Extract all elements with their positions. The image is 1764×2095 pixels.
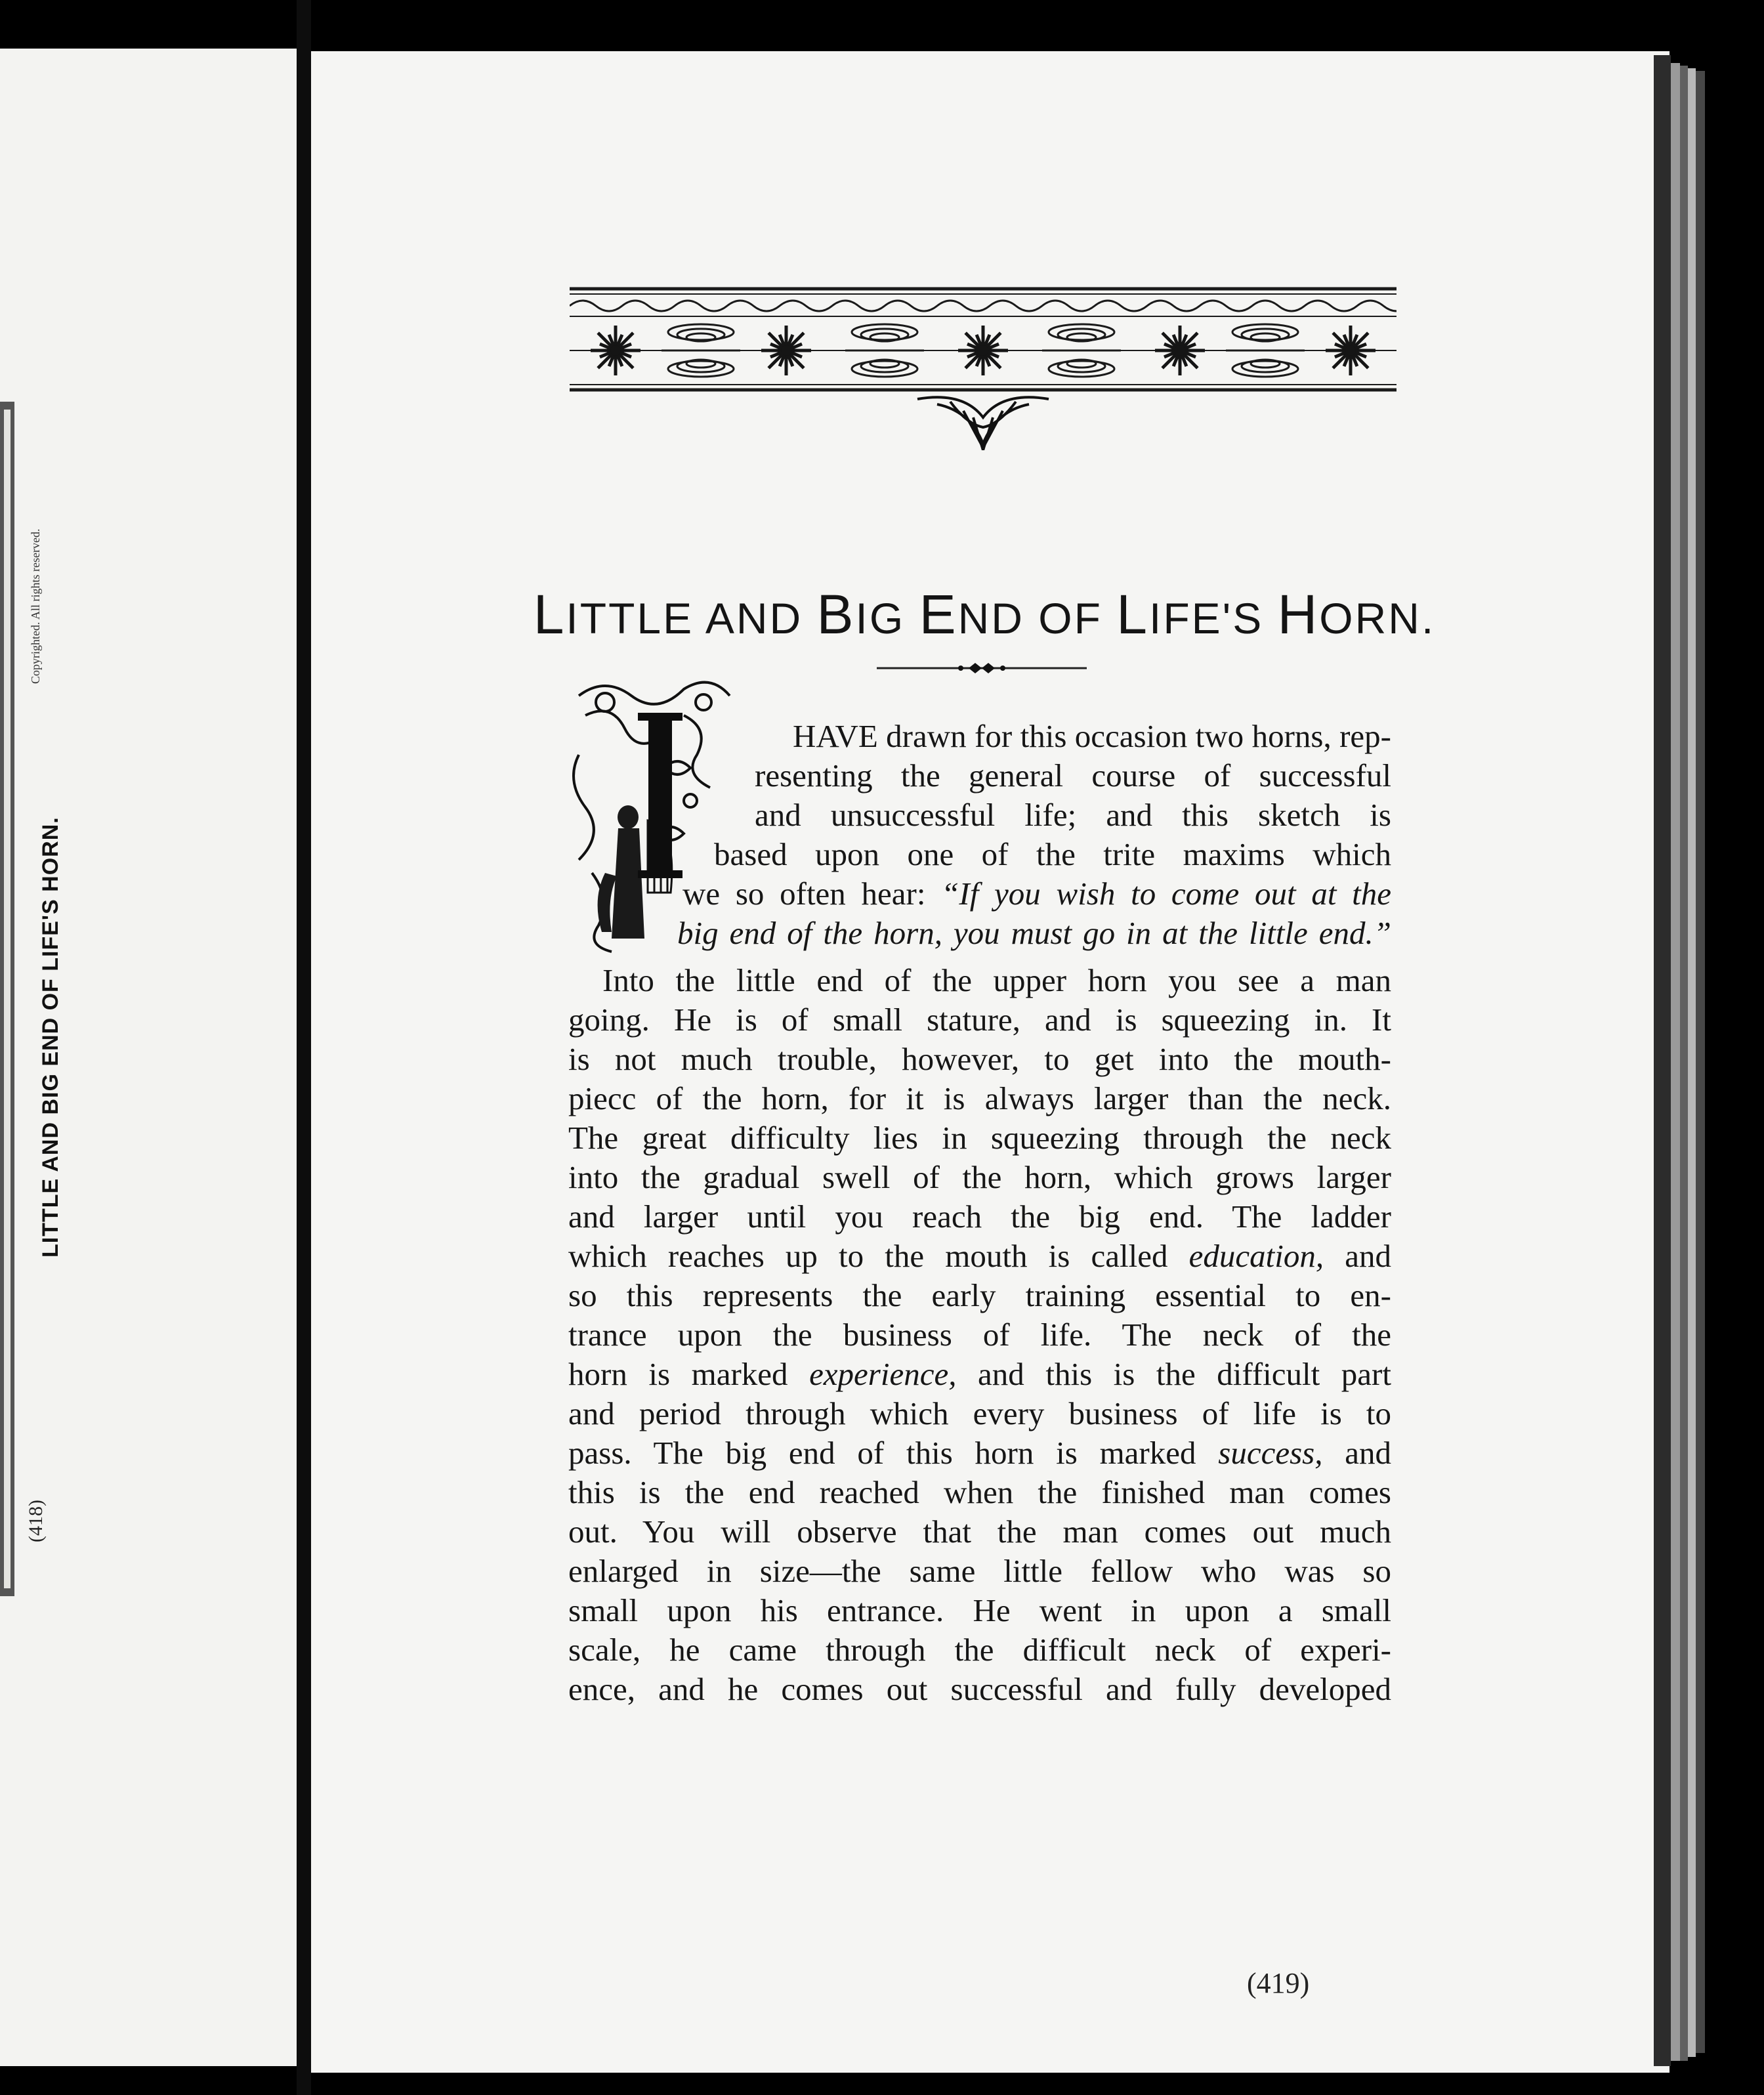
title-initial-letter: E bbox=[919, 583, 958, 645]
text-line bbox=[677, 914, 1391, 953]
text-line: piecc of the horn, for it is always larger than the neck. bbox=[568, 1080, 1391, 1116]
title-word: OF bbox=[1024, 594, 1117, 643]
text-line: out. You will observe that the man comes out much bbox=[568, 1513, 1391, 1550]
title-word: AND bbox=[694, 594, 817, 643]
text-line: this is the end reached when the finished man comes bbox=[568, 1474, 1391, 1510]
page-number: (419) bbox=[1247, 1967, 1310, 1999]
text-line: going. He is of small stature, and is squeezing in. It bbox=[568, 1002, 1391, 1038]
italic-phrase: “If you wish to come out at the bbox=[941, 876, 1392, 912]
italic-phrase: big end of the horn, you must go in at the little end.” bbox=[677, 915, 1391, 951]
text-line: resenting the general course of successful bbox=[755, 757, 1391, 794]
page-edge bbox=[1654, 55, 1671, 2066]
drop-cap-letter-stem bbox=[648, 717, 672, 874]
title-initial-letter: B bbox=[816, 583, 856, 645]
title-word: ORN. bbox=[1319, 594, 1436, 643]
text-line: which reaches up to the mouth is called education, and bbox=[568, 1238, 1391, 1274]
text-line: based upon one of the trite maxims which bbox=[714, 836, 1391, 872]
text-line: we so often hear: “If you wish to come out at the bbox=[682, 876, 1392, 912]
italic-phrase: success, bbox=[1218, 1435, 1323, 1471]
verso-running-head: LITTLE AND BIG END OF LIFE'S HORN. bbox=[38, 816, 63, 1258]
italic-phrase: experience, bbox=[809, 1356, 957, 1392]
verso-plate-inner bbox=[4, 410, 10, 1588]
text-line: trance upon the business of life. The neck of the bbox=[568, 1317, 1391, 1353]
page-edge bbox=[1688, 68, 1696, 2057]
text-line: Into the little end of the upper horn you see a man bbox=[602, 962, 1391, 998]
title-word bbox=[905, 594, 919, 643]
text-line: enlarged in size—the same little fellow who was so bbox=[568, 1553, 1391, 1589]
page-edge bbox=[1680, 66, 1688, 2061]
title-divider-ornament bbox=[877, 655, 1087, 681]
text-line: and unsuccessful life; and this sketch is bbox=[755, 797, 1391, 833]
text-line: ence, and he comes out successful and fully developed bbox=[568, 1671, 1391, 1707]
text-line: so this represents the early training essential to en- bbox=[568, 1277, 1391, 1313]
ornament-pendant bbox=[917, 397, 1049, 450]
text-line: small upon his entrance. He went in upon a small bbox=[568, 1592, 1391, 1628]
text-line: and larger until you reach the big end. The ladder bbox=[568, 1198, 1391, 1235]
page-edge bbox=[1696, 71, 1705, 2053]
header-ornament bbox=[570, 286, 1396, 450]
text-line: horn is marked experience, and this is the difficult part bbox=[568, 1356, 1391, 1392]
chapter-title bbox=[394, 583, 1575, 646]
verso-page-number: (418) bbox=[25, 1500, 47, 1542]
book-gutter bbox=[297, 0, 311, 2095]
title-initial-letter: H bbox=[1277, 583, 1320, 645]
title-word: ITTLE bbox=[566, 594, 694, 643]
italic-phrase: education, bbox=[1188, 1238, 1324, 1274]
text-line: into the gradual swell of the horn, which grows larger bbox=[568, 1159, 1391, 1195]
title-initial-letter: L bbox=[533, 583, 566, 645]
title-word bbox=[1263, 594, 1277, 643]
verso-copyright-notice: Copyrighted. All rights reserved. bbox=[29, 528, 42, 684]
text-line: and period through which every business of life is to bbox=[568, 1395, 1391, 1431]
title-word: ND bbox=[957, 594, 1024, 643]
text-line: HAVE drawn for this occasion two horns, rep- bbox=[793, 718, 1391, 754]
text-line: The great difficulty lies in squeezing through the neck bbox=[568, 1120, 1391, 1156]
title-word: IFE'S bbox=[1148, 594, 1264, 643]
title-word: IG bbox=[855, 594, 906, 643]
text-line: is not much trouble, however, to get into the mouth- bbox=[568, 1041, 1391, 1077]
text-line: scale, he came through the difficult neck of experi- bbox=[568, 1632, 1391, 1668]
text-line: pass. The big end of this horn is marked success, and bbox=[568, 1435, 1392, 1471]
drop-cap-harpist-figure bbox=[598, 805, 644, 939]
title-initial-letter: L bbox=[1116, 583, 1149, 645]
page-edge bbox=[1671, 63, 1680, 2061]
